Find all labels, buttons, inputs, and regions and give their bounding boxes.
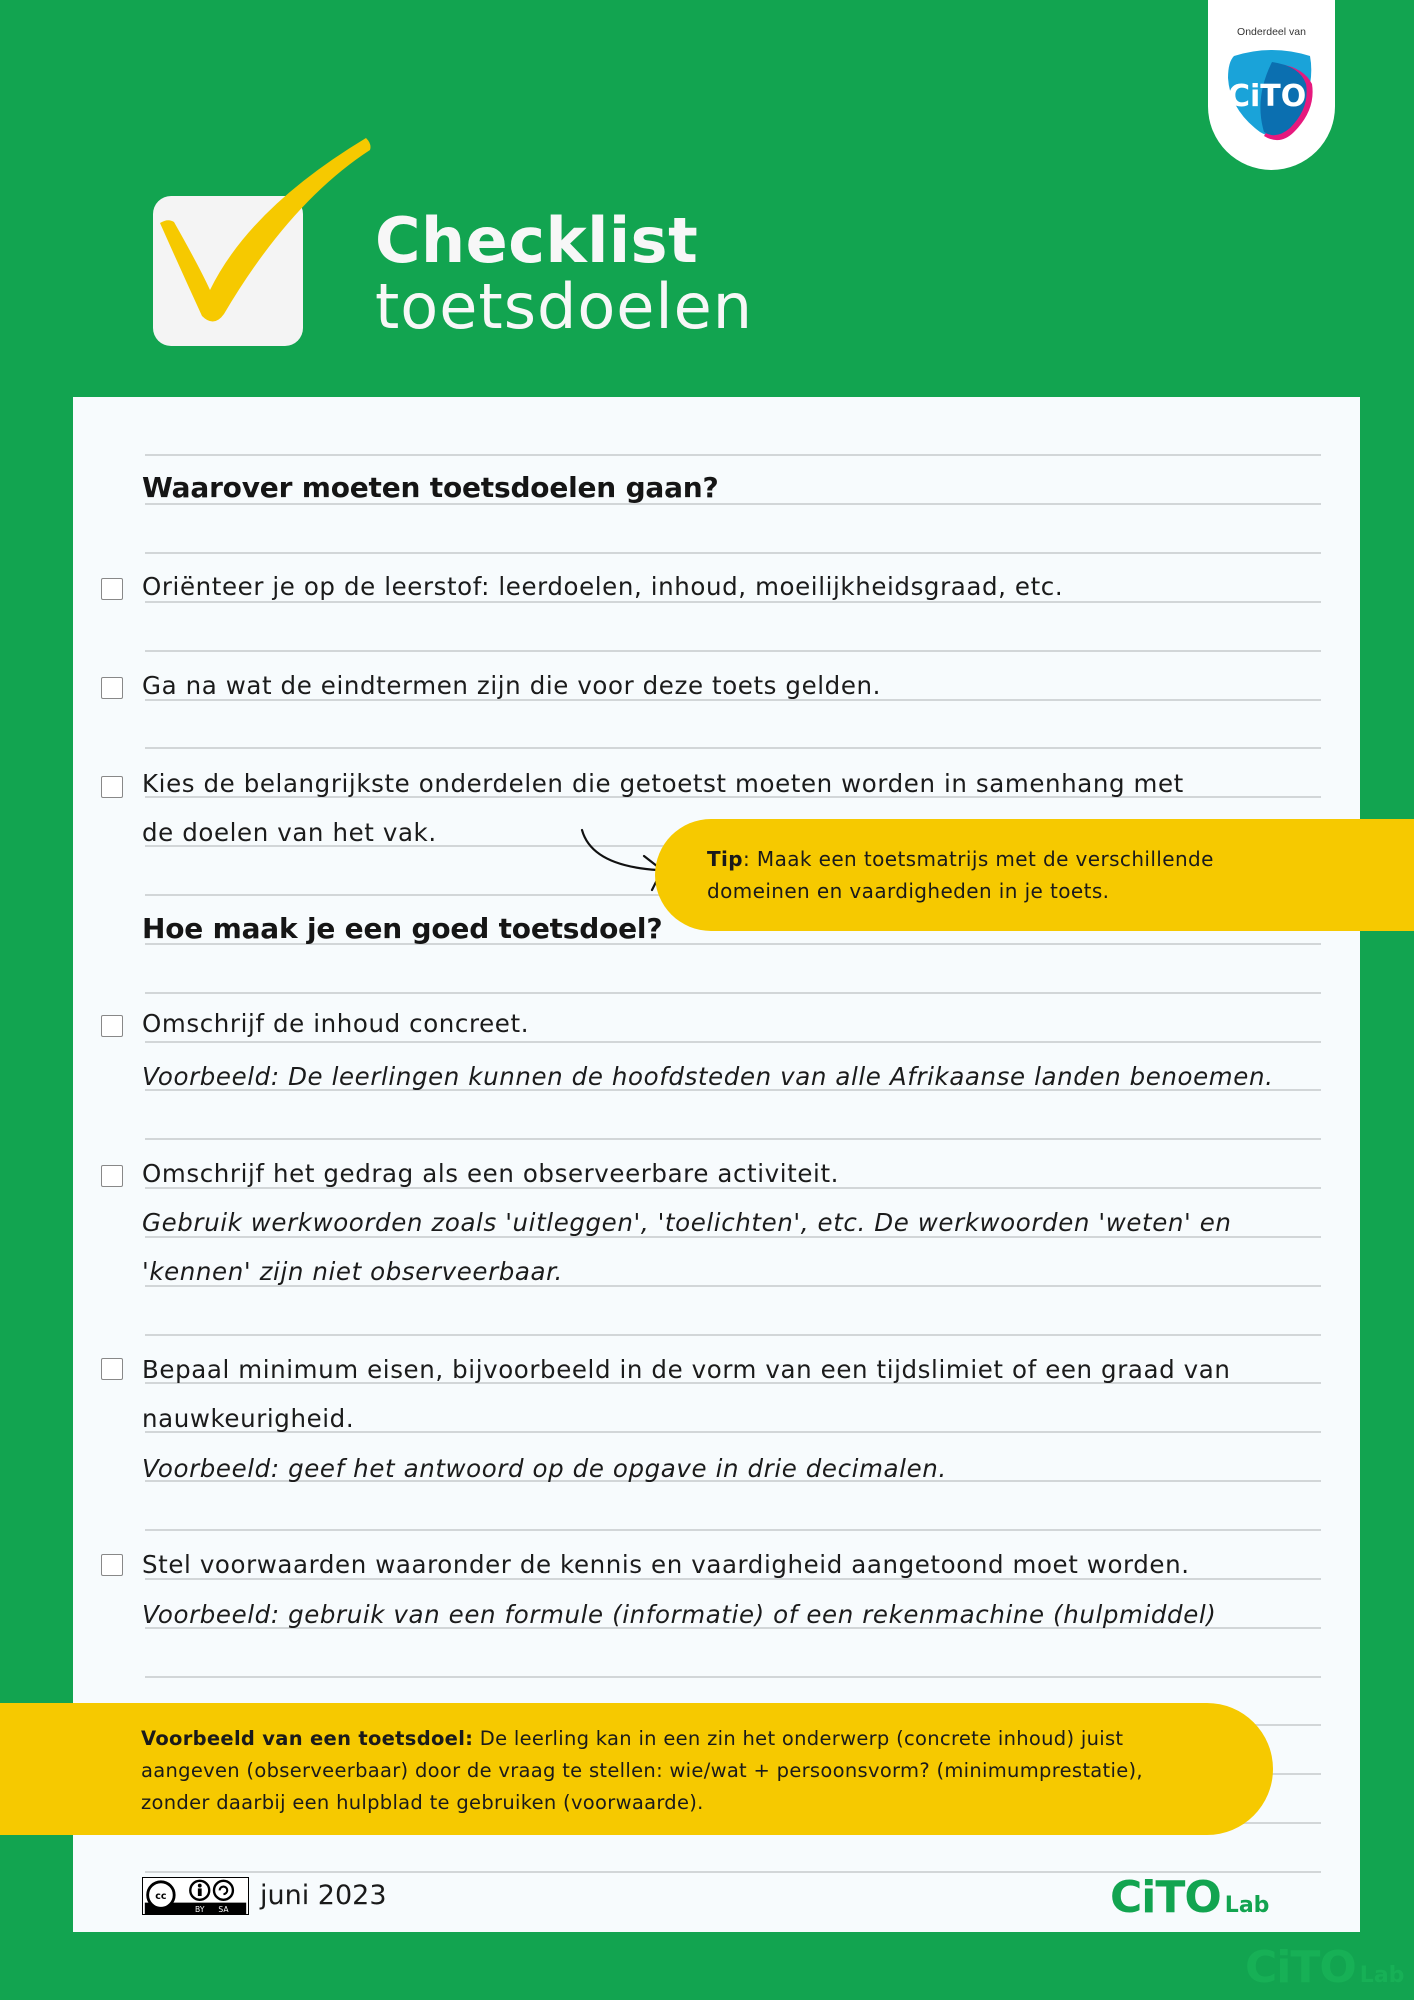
title-line-1: Checklist <box>375 204 699 277</box>
checklist-checkbox[interactable] <box>101 1165 123 1187</box>
ruled-line <box>145 601 1321 603</box>
section-heading: Hoe maak je een goed toetsdoel? <box>142 912 663 945</box>
ruled-line <box>145 552 1321 554</box>
example-text <box>141 1723 1251 1819</box>
ruled-line <box>145 650 1321 652</box>
checklist-item-example: Voorbeeld: De leerlingen kunnen de hoofdsteden van alle Afrikaanse landen benoemen. <box>142 1062 1274 1091</box>
badge-label: Onderdeel van <box>1237 26 1306 38</box>
example-line1: De leerling kan in een zin het onderwerp (concrete inhoud) juist <box>473 1727 1124 1750</box>
svg-text:BY: BY <box>195 1905 205 1915</box>
cito-lab-suffix: Lab <box>1224 1893 1270 1918</box>
ruled-line <box>145 1334 1321 1336</box>
ruled-line <box>145 454 1321 456</box>
publication-date: juni 2023 <box>260 1880 387 1911</box>
tip-text <box>707 843 1214 907</box>
tip-callout <box>655 819 1414 931</box>
example-line2: aangeven (observeerbaar) door de vraag te stellen: wie/wat + persoonsvorm? (minimumprestatie), <box>141 1759 1143 1782</box>
ruled-line <box>145 1138 1321 1140</box>
checklist-item-example-cont: 'kennen' zijn niet observeerbaar. <box>142 1257 563 1286</box>
checklist-item-text: Bepaal minimum eisen, bijvoorbeeld in de vorm van een tijdslimiet of een graad van <box>142 1355 1231 1384</box>
checklist-item-example: Gebruik werkwoorden zoals 'uitleggen', 'toelichten', etc. De werkwoorden 'weten' en <box>142 1208 1232 1237</box>
cito-badge <box>1208 0 1335 170</box>
svg-text:cc: cc <box>155 1890 167 1902</box>
checklist-checkbox[interactable] <box>101 1358 123 1380</box>
cito-lab-brand: CiTO <box>1110 1872 1221 1923</box>
section-heading: Waarover moeten toetsdoelen gaan? <box>142 471 719 504</box>
example-label: Voorbeeld van een toetsdoel: <box>141 1727 474 1750</box>
page-title <box>375 204 754 343</box>
ruled-line <box>145 1529 1321 1531</box>
cito-lab-logo <box>1110 1872 1269 1923</box>
ruled-line <box>145 1676 1321 1678</box>
ruled-line <box>145 1041 1321 1043</box>
cc-by-sa-license-icon <box>142 1877 249 1915</box>
tip-label: Tip <box>707 847 744 871</box>
example-callout <box>0 1703 1273 1835</box>
checkbox-checkmark-icon <box>150 138 380 353</box>
checklist-item-text: Oriënteer je op de leerstof: leerdoelen, inhoud, moeilijkheidsgraad, etc. <box>142 572 1064 601</box>
checklist-checkbox[interactable] <box>101 1554 123 1576</box>
svg-text:CiTO: CiTO <box>1228 79 1307 114</box>
checklist-item-text: Stel voorwaarden waaronder de kennis en vaardigheid aangetoond moet worden. <box>142 1550 1190 1579</box>
checklist-checkbox[interactable] <box>101 776 123 798</box>
svg-text:SA: SA <box>218 1905 229 1915</box>
checklist-item-text-cont: nauwkeurigheid. <box>142 1404 355 1433</box>
cito-logo-icon <box>1224 48 1320 146</box>
tip-text-line1: : Maak een toetsmatrijs met de verschillende <box>743 847 1214 871</box>
checklist-item-text: Omschrijf het gedrag als een observeerbare activiteit. <box>142 1159 840 1188</box>
watermark-suffix: Lab <box>1359 1963 1405 1988</box>
checklist-checkbox[interactable] <box>101 677 123 699</box>
checklist-item-text: Ga na wat de eindtermen zijn die voor deze toets gelden. <box>142 671 882 700</box>
checklist-sheet <box>73 397 1360 1932</box>
checklist-item-example: Voorbeeld: geef het antwoord op de opgave in drie decimalen. <box>142 1454 947 1483</box>
tip-text-line2: domeinen en vaardigheden in je toets. <box>707 879 1110 903</box>
checklist-item-text-cont: de doelen van het vak. <box>142 818 437 847</box>
cito-lab-watermark <box>1245 1942 1404 1993</box>
example-line3: zonder daarbij een hulpblad te gebruiken (voorwaarde). <box>141 1791 704 1814</box>
title-line-2: toetsdoelen <box>375 270 754 343</box>
watermark-brand: CiTO <box>1245 1942 1356 1993</box>
checklist-item-text: Omschrijf de inhoud concreet. <box>142 1009 530 1038</box>
checklist-checkbox[interactable] <box>101 1015 123 1037</box>
ruled-line <box>145 992 1321 994</box>
checklist-item-text: Kies de belangrijkste onderdelen die getoetst moeten worden in samenhang met <box>142 769 1184 798</box>
checklist-checkbox[interactable] <box>101 578 123 600</box>
checklist-item-example: Voorbeeld: gebruik van een formule (informatie) of een rekenmachine (hulpmiddel) <box>142 1600 1217 1629</box>
ruled-line <box>145 747 1321 749</box>
